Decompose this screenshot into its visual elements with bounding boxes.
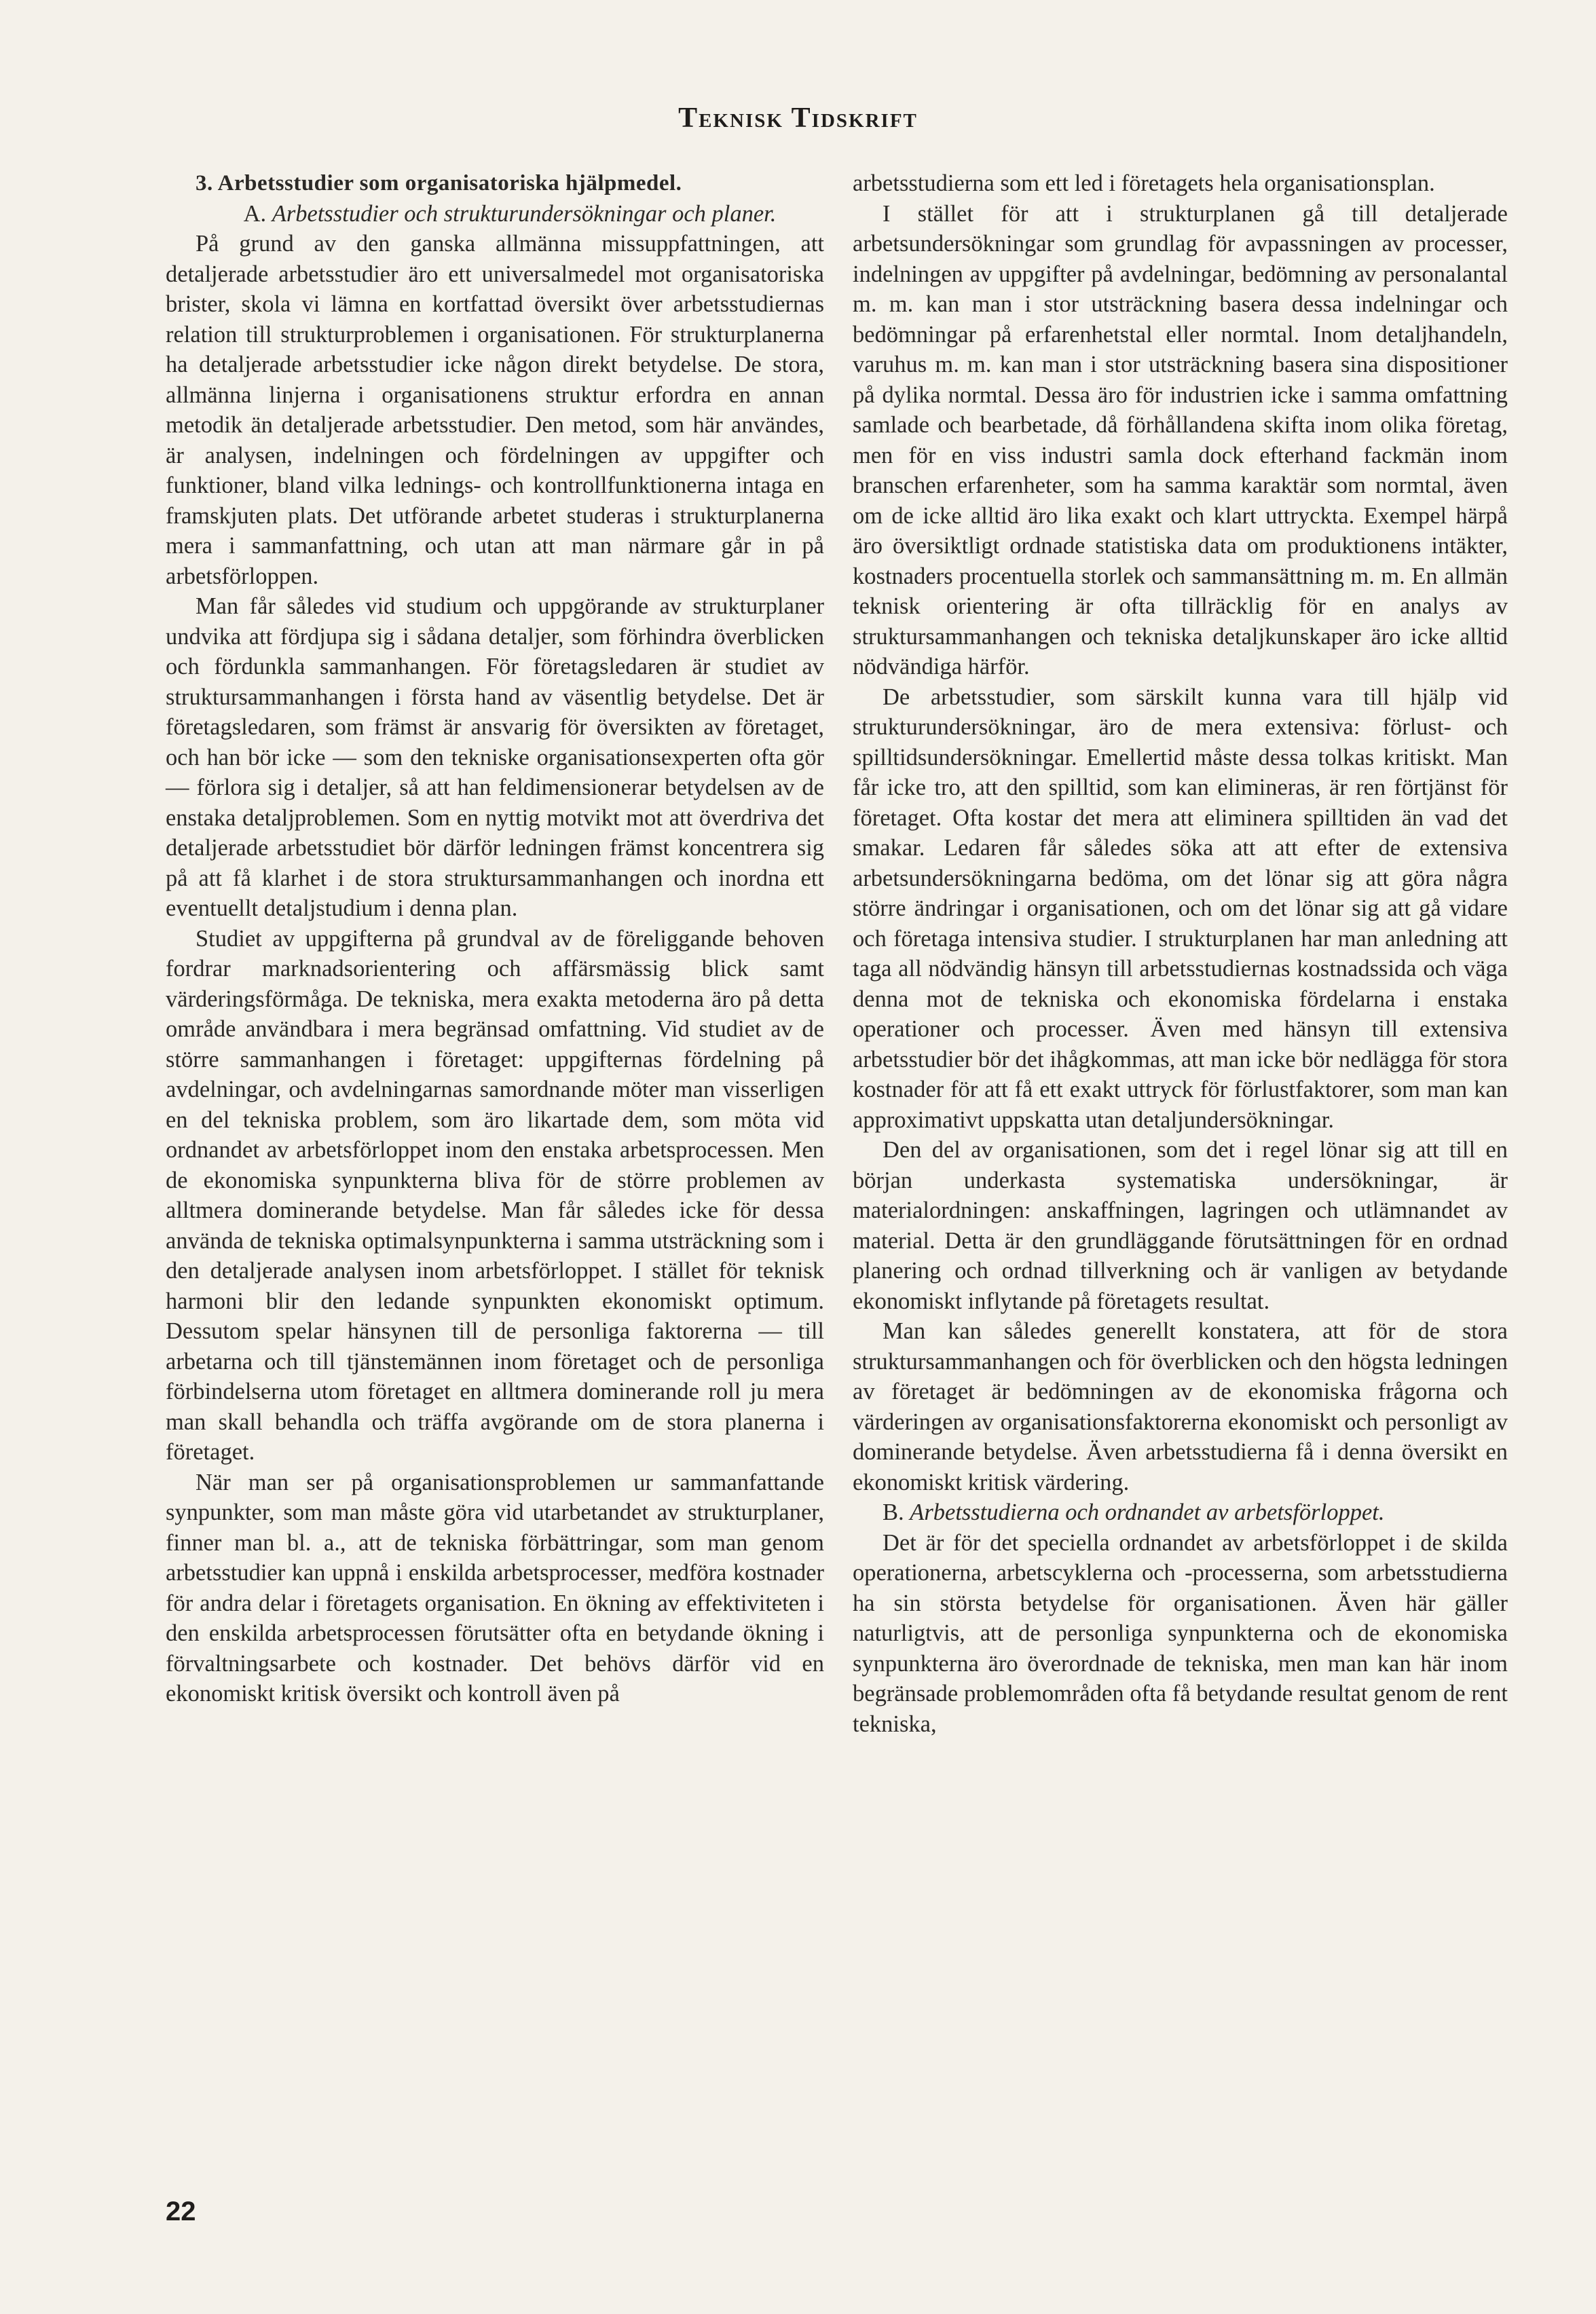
body-paragraph: Man får således vid studium och uppgörande av strukturplaner undvika att fördjupa sig i sådana detaljer, som förhindra överblicken och fördunkla sammanhangen. För företagsledaren är studiet av struktursammanhangen i första hand av väsentlig betydelse. Det är företagsledaren, som främst är ansvarig för översikten av företaget, och han bör icke — som den tekniske organisationsexperten ofta gör — förlora sig i detaljer, så att han feldimensionerar betydelsen av de enstaka detaljproblemen. Som en nyttig motvikt mot att överdriva det detaljerade arbetsstudiet bör därför ledningen främst koncentrera sig på att få klarhet i de stora struktursammanhangen och inordna ett eventuellt detaljstudium i denna plan.	[166, 593, 824, 921]
subheading-a	[166, 199, 824, 229]
body-paragraph: När man ser på organisationsproblemen ur sammanfattande synpunkter, som man måste göra vid utarbetandet av strukturplaner, finner man bl. a., att de tekniska förbättringar, som man genom arbetsstudier kan uppnå i enskilda arbetsprocesser, medföra kostnader för andra delar i företagets organisation. En ökning av effektiviteten i den enskilda arbetsprocessen förutsätter ofta en betydande ökning i förvaltningsarbete och kostnader. Det behövs därför vid en ekonomiskt kritisk översikt och kontroll även på	[166, 1469, 824, 1706]
body-paragraph: Det är för det speciella ordnandet av arbetsförloppet i de skilda operationerna, arbetscyklerna och -processerna, som arbetsstudierna ha sin största betydelse för organisationen. Även här gäller naturligtvis, att de personliga synpunkterna och de ekonomiska synpunkterna äro överordnade de tekniska, men man kan här inom begränsade problemområden ofta få betydande resultat genom de rent tekniska,	[853, 1529, 1508, 1737]
body-paragraph: På grund av den ganska allmänna missuppfattningen, att detaljerade arbetsstudier äro ett universalmedel mot organisatoriska brister, skola vi lämna en kortfattad översikt över arbetsstudiernas relation till strukturproblemen i organisationen. För strukturplanerna ha detaljerade arbetsstudier icke någon direkt betydelse. De stora, allmänna linjerna i organisationens struktur erfordra en annan metodik än detaljerade arbetsstudier. Den metod, som här användes, är analysen, indelningen och fördelningen av uppgifter och funktioner, bland vilka lednings- och kontrollfunktionerna intaga en framskjuten plats. Det utförande arbetet studeras i strukturplanerna mera i sammanfattning, och utan att man närmare går in på arbetsförloppen.	[166, 231, 824, 589]
left-column	[166, 168, 824, 1709]
right-column	[853, 168, 1508, 1739]
body-paragraph: De arbetsstudier, som särskilt kunna vara till hjälp vid strukturundersökningar, äro de mera extensiva: förlust- och spilltidsundersökningar. Emellertid måste dessa tolkas kritiskt. Man får icke tro, att den spilltid, som kan elimineras, är ren förtjänst för företaget. Ofta kostar det mera att eliminera spilltiden än vad det smakar. Ledaren får således söka att att efter de extensiva arbetsundersökningarna bedöma, om det lönar sig att göra några större ändringar i organisationen, och om det lönar sig att gå vidare och företaga intensiva studier. I strukturplanen har man anledning att taga all nödvändig hänsyn till arbetsstudiernas kostnadssida och väga denna mot de tekniska och ekonomiska fördelarna i enstaka operationer och processer. Även med hänsyn till extensiva arbetsstudier bör det ihågkommas, att man icke bör nedlägga för stora kostnader för att få ett exakt uttryck för förlustfaktorer, som man kan approximativt uppskatta utan detaljundersökningar.	[853, 684, 1508, 1133]
journal-header: Teknisk Tidskrift	[678, 102, 918, 134]
body-paragraph: arbetsstudierna som ett led i företagets hela organisationsplan.	[853, 170, 1435, 196]
page-number: 22	[166, 2197, 196, 2226]
body-paragraph: Man kan således generellt konstatera, att för de stora struktursammanhangen och för överblicken och den högsta ledningen av företaget är bedömningen av de ekonomiska frågorna och värderingen av organisationsfaktorerna ekonomiskt och personligt av dominerande betydelse. Även arbetsstudierna få i denna översikt en ekonomiskt kritisk värdering.	[853, 1318, 1508, 1495]
subheading-a-label: A.	[243, 200, 267, 227]
subheading-b	[853, 1497, 1508, 1528]
body-paragraph: Den del av organisationen, som det i regel lönar sig att till en början underkasta systematiska undersökningar, är materialordningen: anskaffningen, lagringen och utlämnandet av material. Detta är den grundläggande förutsättningen för en ordnad planering och ordnad tillverkning och är vanligen av betydande ekonomiskt inflytande på företagets resultat.	[853, 1137, 1508, 1314]
section-title: 3. Arbetsstudier som organisatoriska hjälpmedel.	[196, 171, 682, 195]
body-paragraph: I stället för att i strukturplanen gå till detaljerade arbetsundersökningar som grundlag för avpassningen av processer, indelningen av uppgifter på avdelningar, bedömning av personalantal m. m. kan man i stor utsträckning basera dessa indelningar och bedömningar på erfarenhetstal eller normtal. Inom detaljhandeln, varuhus m. m. kan man i stor utsträckning basera sina dispositioner på dylika normtal. Dessa äro för industrien icke i samma omfattning samlade och bearbetade, då förhållandena skifta inom olika företag, men för en viss industri samla dock efterhand fackmän inom branschen erfarenheter, som ha samma karaktär som normtal, även om de icke alltid äro lika exakt och klart uttryckta. Exempel härpå äro översiktligt ordnade statistiska data om produktionens intäkter, kostnaders procentuella storlek och sammansättning m. m. En allmän teknisk orientering är ofta tillräcklig för en analys av struktursammanhangen och tekniska detaljkunskaper äro icke alltid nödvändiga härför.	[853, 200, 1508, 679]
subheading-b-text: Arbetsstudierna och ordnandet av arbetsförloppet.	[910, 1499, 1385, 1525]
body-paragraph: Studiet av uppgifterna på grundval av de föreliggande behoven fordrar marknadsorientering och affärsmässig blick samt värderingsförmåga. De tekniska, mera exakta metoderna äro på detta område användbara i mera begränsad omfattning. Vid studiet av de större sammanhangen i företaget: uppgifternas fördelning på avdelningar, och avdelningarnas samordnande möter man visserligen en del tekniska problem, som äro likartade dem, som möta vid ordnandet av arbetsförloppet inom den enstaka arbetsprocessen. Men de ekonomiska synpunkterna bliva för de större problemen av alltmera dominerande betydelse. Man får således icke för dessa använda de tekniska optimalsynpunkterna i samma utsträckning som i den detaljerade analysen inom arbetsförloppet. I stället för teknisk harmoni blir den ledande synpunkten ekonomiskt optimum. Dessutom spelar hänsynen till de personliga faktorerna — till arbetarna och till tjänstemännen inom företaget och de personliga förbindelserna utom företaget en alltmera dominerande roll ju mera man skall behandla och träffa avgörande om de stora planerna i företaget.	[166, 925, 824, 1465]
subheading-a-text: Arbetsstudier och strukturundersökningar och planer.	[272, 200, 777, 227]
subheading-b-label: B.	[883, 1499, 904, 1525]
